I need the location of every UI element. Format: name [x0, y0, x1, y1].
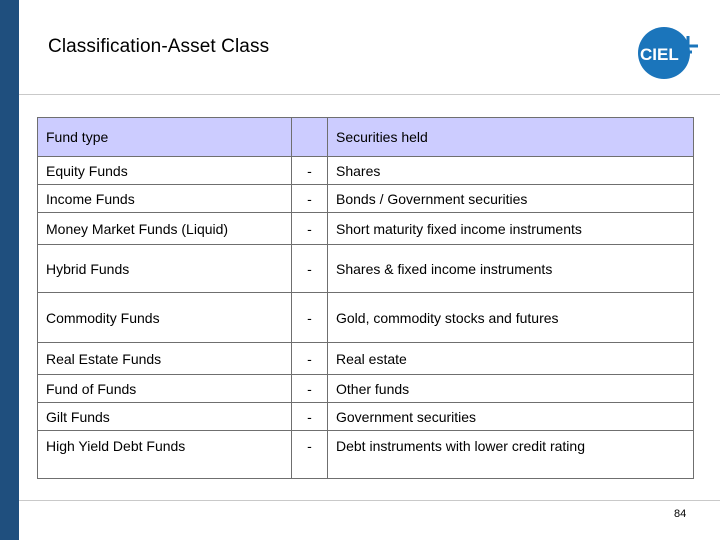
separator-cell: - — [292, 157, 328, 185]
fund-type-cell: Income Funds — [38, 185, 292, 213]
header-fund-type: Fund type — [38, 118, 292, 157]
securities-cell: Other funds — [328, 375, 694, 403]
separator-cell: - — [292, 293, 328, 343]
separator-cell: - — [292, 431, 328, 479]
separator-cell: - — [292, 343, 328, 375]
table-row — [38, 343, 694, 375]
table-row — [38, 403, 694, 431]
page-number: 84 — [674, 508, 687, 520]
ciel-logo — [630, 22, 702, 82]
fund-type-cell: Hybrid Funds — [38, 245, 292, 293]
left-accent-bar — [0, 0, 19, 540]
table-row — [38, 375, 694, 403]
securities-cell: Debt instruments with lower credit rating — [328, 431, 694, 479]
table-row — [38, 431, 694, 479]
fund-classification-table — [37, 117, 694, 479]
slide-title: Classification-Asset Class — [48, 36, 270, 57]
table-header-row — [38, 118, 694, 157]
table-row — [38, 213, 694, 245]
table-row — [38, 185, 694, 213]
table-row — [38, 293, 694, 343]
header-divider — [19, 94, 720, 95]
separator-cell: - — [292, 403, 328, 431]
fund-type-cell: Gilt Funds — [38, 403, 292, 431]
fund-type-cell: Real Estate Funds — [38, 343, 292, 375]
securities-cell: Shares — [328, 157, 694, 185]
logo-text: CIEL — [640, 45, 679, 64]
securities-cell: Short maturity fixed income instruments — [328, 213, 694, 245]
separator-cell: - — [292, 245, 328, 293]
fund-type-cell: Fund of Funds — [38, 375, 292, 403]
securities-cell: Gold, commodity stocks and futures — [328, 293, 694, 343]
securities-cell: Shares & fixed income instruments — [328, 245, 694, 293]
securities-cell: Bonds / Government securities — [328, 185, 694, 213]
fund-type-cell: Commodity Funds — [38, 293, 292, 343]
header-blank — [292, 118, 328, 157]
separator-cell: - — [292, 213, 328, 245]
table-row — [38, 245, 694, 293]
fund-type-cell: Money Market Funds (Liquid) — [38, 213, 292, 245]
footer-divider — [19, 500, 720, 501]
securities-cell: Government securities — [328, 403, 694, 431]
separator-cell: - — [292, 375, 328, 403]
table-row — [38, 157, 694, 185]
fund-type-cell: High Yield Debt Funds — [38, 431, 292, 479]
separator-cell: - — [292, 185, 328, 213]
securities-cell: Real estate — [328, 343, 694, 375]
header-securities-held: Securities held — [328, 118, 694, 157]
fund-type-cell: Equity Funds — [38, 157, 292, 185]
